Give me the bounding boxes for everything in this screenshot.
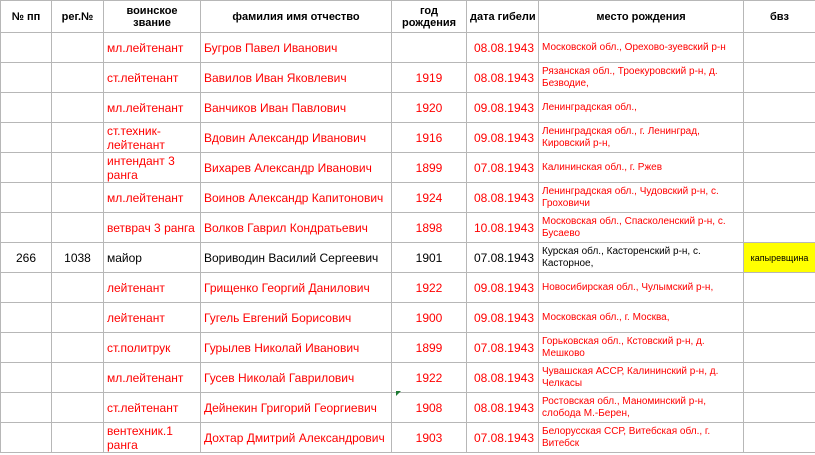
cell-bvz[interactable] — [744, 183, 815, 213]
header-bvz: бвз — [744, 1, 815, 33]
cell-num[interactable] — [1, 423, 52, 453]
cell-bvz[interactable] — [744, 33, 815, 63]
cell-reg[interactable] — [52, 273, 104, 303]
cell-name[interactable]: Вориводин Василий Сергеевич — [201, 243, 392, 273]
cell-reg[interactable] — [52, 213, 104, 243]
cell-rank[interactable]: мл.лейтенант — [104, 363, 201, 393]
cell-rank[interactable]: ст.лейтенант — [104, 63, 201, 93]
cell-death[interactable]: 08.08.1943 — [467, 63, 539, 93]
cell-place[interactable]: Ленинградская обл., Чудовский р-н, с. Гроховичи — [539, 183, 744, 213]
cell-name[interactable]: Грищенко Георгий Данилович — [201, 273, 392, 303]
cell-reg[interactable] — [52, 183, 104, 213]
cell-name[interactable]: Ванчиков Иван Павлович — [201, 93, 392, 123]
cell-rank[interactable]: ст.политрук — [104, 333, 201, 363]
cell-death[interactable]: 09.08.1943 — [467, 273, 539, 303]
table-row — [1, 213, 815, 243]
cell-reg[interactable] — [52, 423, 104, 453]
cell-bvz[interactable] — [744, 213, 815, 243]
cell-num[interactable] — [1, 93, 52, 123]
cell-year[interactable]: 1922 — [392, 273, 467, 303]
header-death: дата гибели — [467, 1, 539, 33]
header-row — [1, 1, 815, 33]
cell-num[interactable]: 266 — [1, 243, 52, 273]
cell-death[interactable]: 08.08.1943 — [467, 393, 539, 423]
header-rank: воинское звание — [104, 1, 201, 33]
cell-name[interactable]: Вавилов Иван Яковлевич — [201, 63, 392, 93]
cell-reg[interactable] — [52, 393, 104, 423]
table-row — [1, 303, 815, 333]
cell-reg[interactable] — [52, 333, 104, 363]
cell-rank[interactable]: ст.техник-лейтенант — [104, 123, 201, 153]
cell-year[interactable]: 1922 — [392, 363, 467, 393]
cell-num[interactable] — [1, 333, 52, 363]
cell-rank[interactable]: ветврач 3 ранга — [104, 213, 201, 243]
cell-place[interactable]: Ленинградская обл., г. Ленинград, Кировский р-н, — [539, 123, 744, 153]
cell-year[interactable]: 1899 — [392, 153, 467, 183]
header-place: место рождения — [539, 1, 744, 33]
cell-num[interactable] — [1, 123, 52, 153]
cell-bvz[interactable] — [744, 123, 815, 153]
cell-place[interactable]: Московская обл., Спасколенский р-н, с. Бусаево — [539, 213, 744, 243]
cell-year[interactable]: 1900 — [392, 303, 467, 333]
cell-year[interactable]: 1901 — [392, 243, 467, 273]
cell-death[interactable]: 09.08.1943 — [467, 303, 539, 333]
cell-rank[interactable]: лейтенант — [104, 303, 201, 333]
cell-death[interactable]: 09.08.1943 — [467, 93, 539, 123]
cell-bvz[interactable] — [744, 393, 815, 423]
cell-rank[interactable]: мл.лейтенант — [104, 183, 201, 213]
cell-reg[interactable] — [52, 123, 104, 153]
cell-place[interactable]: Московской обл., Орехово-зуевский р-н — [539, 33, 744, 63]
cell-name[interactable]: Вихарев Александр Иванович — [201, 153, 392, 183]
cell-name[interactable]: Гурылев Николай Иванович — [201, 333, 392, 363]
table-row — [1, 63, 815, 93]
cell-reg[interactable] — [52, 93, 104, 123]
cell-rank[interactable]: вентехник.1 ранга — [104, 423, 201, 453]
cell-bvz[interactable] — [744, 153, 815, 183]
cell-num[interactable] — [1, 153, 52, 183]
cell-reg[interactable] — [52, 303, 104, 333]
cell-name[interactable]: Дохтар Дмитрий Александрович — [201, 423, 392, 453]
cell-death[interactable]: 08.08.1943 — [467, 183, 539, 213]
table-row — [1, 333, 815, 363]
cell-death[interactable]: 07.08.1943 — [467, 243, 539, 273]
header-year: год рождения — [392, 1, 467, 33]
cell-name[interactable]: Воинов Александр Капитонович — [201, 183, 392, 213]
table-row — [1, 33, 815, 63]
cell-bvz[interactable] — [744, 273, 815, 303]
cell-year[interactable]: 1916 — [392, 123, 467, 153]
header-reg: рег.№ — [52, 1, 104, 33]
cell-year[interactable]: 1899 — [392, 333, 467, 363]
table-row — [1, 423, 815, 453]
cell-year[interactable]: 1920 — [392, 93, 467, 123]
cell-place[interactable]: Горьковская обл., Кстовский р-н, д. Мешково — [539, 333, 744, 363]
table-row — [1, 363, 815, 393]
cell-death[interactable]: 10.08.1943 — [467, 213, 539, 243]
cell-name[interactable]: Вдовин Александр Иванович — [201, 123, 392, 153]
cell-num[interactable] — [1, 63, 52, 93]
cell-place[interactable]: Ленинградская обл., — [539, 93, 744, 123]
cell-death[interactable]: 07.08.1943 — [467, 153, 539, 183]
cell-num[interactable] — [1, 303, 52, 333]
table-row — [1, 183, 815, 213]
comment-indicator-icon — [396, 391, 401, 396]
cell-bvz[interactable] — [744, 63, 815, 93]
cell-place[interactable]: Рязанская обл., Троекуровский р-н, д. Безводие, — [539, 63, 744, 93]
cell-rank[interactable]: ст.лейтенант — [104, 393, 201, 423]
cell-num[interactable] — [1, 363, 52, 393]
table-row — [1, 243, 815, 273]
table-row — [1, 393, 815, 423]
header-name: фамилия имя отчество — [201, 1, 392, 33]
cell-place[interactable]: Новосибирская обл., Чулымский р-н, — [539, 273, 744, 303]
cell-name[interactable]: Волков Гаврил Кондратьевич — [201, 213, 392, 243]
cell-num[interactable] — [1, 393, 52, 423]
cell-death[interactable]: 07.08.1943 — [467, 423, 539, 453]
cell-reg[interactable] — [52, 363, 104, 393]
cell-reg[interactable]: 1038 — [52, 243, 104, 273]
cell-name[interactable]: Гусев Николай Гаврилович — [201, 363, 392, 393]
cell-rank[interactable]: лейтенант — [104, 273, 201, 303]
cell-rank[interactable]: интендант 3 ранга — [104, 153, 201, 183]
cell-num[interactable] — [1, 213, 52, 243]
table-row — [1, 123, 815, 153]
cell-name[interactable]: Бугров Павел Иванович — [201, 33, 392, 63]
cell-bvz[interactable] — [744, 93, 815, 123]
cell-year[interactable] — [392, 33, 467, 63]
cell-year[interactable]: 1903 — [392, 423, 467, 453]
cell-place[interactable]: Белорусская ССР, Витебская обл., г. Витебск — [539, 423, 744, 453]
cell-year[interactable]: 1898 — [392, 213, 467, 243]
cell-bvz[interactable] — [744, 363, 815, 393]
cell-num[interactable] — [1, 273, 52, 303]
cell-name[interactable]: Дейнекин Григорий Георгиевич — [201, 393, 392, 423]
cell-reg[interactable] — [52, 153, 104, 183]
cell-rank[interactable]: мл.лейтенант — [104, 33, 201, 63]
cell-place[interactable]: Московская обл., г. Москва, — [539, 303, 744, 333]
table-row — [1, 93, 815, 123]
cell-bvz[interactable]: капыревщина — [744, 243, 815, 273]
cell-death[interactable]: 07.08.1943 — [467, 333, 539, 363]
cell-place[interactable]: Ростовская обл., Маноминский р-н, слобода М.-Берен, — [539, 393, 744, 423]
cell-rank[interactable]: мл.лейтенант — [104, 93, 201, 123]
cell-reg[interactable] — [52, 63, 104, 93]
cell-place[interactable]: Чувашская АССР, Калининский р-н, д. Челкасы — [539, 363, 744, 393]
cell-bvz[interactable] — [744, 303, 815, 333]
cell-year[interactable]: 1908 — [392, 393, 467, 423]
cell-rank[interactable]: майор — [104, 243, 201, 273]
cell-num[interactable] — [1, 183, 52, 213]
cell-year[interactable]: 1924 — [392, 183, 467, 213]
cell-place[interactable]: Курская обл., Касторенский р-н, с. Касторное, — [539, 243, 744, 273]
cell-year[interactable]: 1919 — [392, 63, 467, 93]
cell-name[interactable]: Гугель Евгений Борисович — [201, 303, 392, 333]
cell-death[interactable]: 08.08.1943 — [467, 33, 539, 63]
table-row — [1, 153, 815, 183]
cell-death[interactable]: 09.08.1943 — [467, 123, 539, 153]
cell-death[interactable]: 08.08.1943 — [467, 363, 539, 393]
cell-reg[interactable] — [52, 33, 104, 63]
cell-place[interactable]: Калининская обл., г. Ржев — [539, 153, 744, 183]
cell-bvz[interactable] — [744, 333, 815, 363]
table-row — [1, 273, 815, 303]
header-num: № пп — [1, 1, 52, 33]
cell-bvz[interactable] — [744, 423, 815, 453]
cell-num[interactable] — [1, 33, 52, 63]
